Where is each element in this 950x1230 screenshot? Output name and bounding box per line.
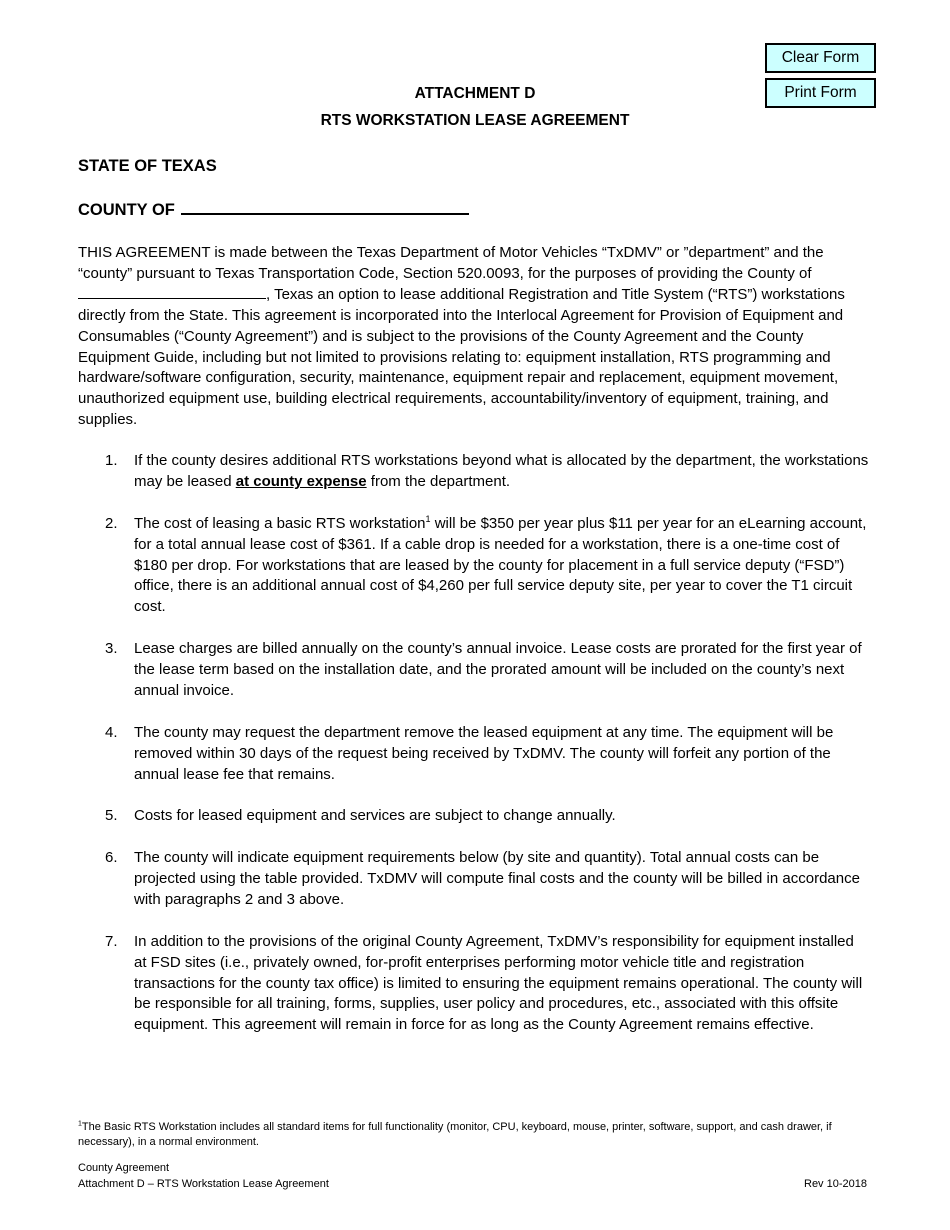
item-text: The cost of leasing a basic RTS workstation <box>134 514 426 532</box>
list-item <box>78 514 870 619</box>
intro-text-1: THIS AGREEMENT is made between the Texas Department of Motor Vehicles “TxDMV” or ”department” and the “county” pursuant to Texas Transportation Code, Section 520.0093, for the purposes of providing the County of <box>78 244 824 282</box>
state-heading: STATE OF TEXAS <box>78 157 217 175</box>
intro-text-2: , Texas an option to lease additional Registration and Title System (“RTS”) workstations directly from the State. This agreement is incorporated into the Interlocal Agreement for Provision of Equipment and Consumables (“County Agreement”) and is subject to the provisions of the County Agreement and the County Equipment Guide, including but not limited to provisions relating to: equipment installation, RTS programming and hardware/software configuration, security, maintenance, equipment repair and replacement, equipment movement, unauthorized equipment use, building electrical requirements, accountability/inventory of equipment, training, and supplies. <box>78 285 845 429</box>
county-heading <box>78 199 469 220</box>
item-text: The county will indicate equipment requirements below (by site and quantity). Total annual costs can be projected using the table provided. TxDMV will compute final costs and the county will be billed in accordance with paragraphs 2 and 3 above. <box>134 849 860 908</box>
footer-line-2: Attachment D – RTS Workstation Lease Agreement <box>78 1178 329 1190</box>
list-number: 6. <box>105 849 118 867</box>
footnote-ref: 1 <box>425 513 431 524</box>
intro-paragraph <box>78 243 870 431</box>
item-text: The county may request the department remove the leased equipment at any time. The equipment will be removed within 30 days of the request being received by TxDMV. The county will forfeit any portion of the annual lease fee that remains. <box>134 723 834 783</box>
footnote <box>78 1120 870 1150</box>
list-item <box>78 723 870 786</box>
footer-line-1: County Agreement <box>78 1162 170 1174</box>
agreement-title: RTS WORKSTATION LEASE AGREEMENT <box>320 112 630 129</box>
print-form-button[interactable]: Print Form <box>765 78 876 108</box>
footnote-text: The Basic RTS Workstation includes all standard items for full functionality (monitor, CPU, keyboard, mouse, printer, software, support, and cash drawer, if necessary), in a normal environment. <box>78 1121 832 1148</box>
county-name-field[interactable] <box>181 199 469 215</box>
list-number: 2. <box>105 514 118 532</box>
list-item <box>78 848 870 911</box>
item-text: Costs for leased equipment and services are subject to change annually. <box>134 807 616 825</box>
footer-revision: Rev 10-2018 <box>804 1178 867 1190</box>
county-of-field[interactable] <box>78 285 266 299</box>
footnote-mark: 1 <box>78 1120 82 1128</box>
county-label: COUNTY OF <box>78 201 175 219</box>
list-number: 1. <box>105 452 118 469</box>
list-number: 7. <box>105 932 118 950</box>
list-item <box>78 932 870 1037</box>
emphasis-text: at county expense <box>235 472 367 490</box>
item-text: If the county desires additional RTS workstations beyond what is allocated by the department, the workstations may be leased <box>134 452 869 490</box>
item-text: will be $350 per year plus $11 per year for an eLearning account, for a total annual lease cost of $361. If a cable drop is needed for a workstation, there is a one-time cost of $180 per drop. For workstations that are leased by the county for placement in a full service deputy (“FSD”) office, there is an additional annual cost of $4,260 per full service deputy site, per year to cover the T1 circuit cost. <box>134 514 867 616</box>
list-number: 3. <box>105 640 118 658</box>
list-number: 5. <box>105 807 118 825</box>
list-number: 4. <box>105 723 118 741</box>
list-item <box>78 451 870 493</box>
clear-form-button[interactable]: Clear Form <box>765 43 876 73</box>
list-item <box>78 806 870 827</box>
terms-list <box>78 451 870 1057</box>
attachment-title: ATTACHMENT D <box>414 85 536 102</box>
item-text: In addition to the provisions of the original County Agreement, TxDMV’s responsibility for equipment installed at FSD sites (i.e., privately owned, for-profit enterprises performing motor vehicle title and registration transactions for the county tax office) is limited to ensuring the equipment remains operational. The county will be responsible for all training, forms, supplies, user policy and procedures, etc., associated with this offsite equipment. This agreement will remain in force for as long as the County Agreement remains effective. <box>134 932 863 1034</box>
item-text: Lease charges are billed annually on the county’s annual invoice. Lease costs are prorated for the first year of the lease term based on the installation date, and the prorated amount will be included on the county’s next annual invoice. <box>134 640 862 699</box>
item-text: from the department. <box>366 472 511 490</box>
list-item <box>78 639 870 702</box>
